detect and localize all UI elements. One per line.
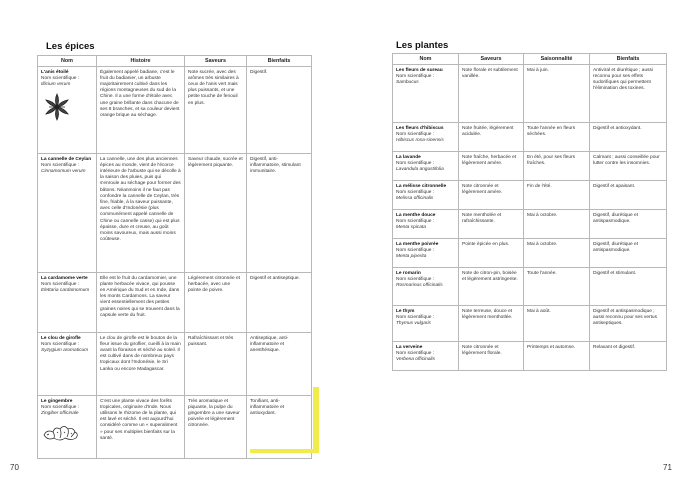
sci-name: Zingiber officinale bbox=[41, 410, 79, 416]
sci-name: Menta piperita bbox=[396, 253, 427, 259]
sci-label: Nom scientifique : bbox=[396, 160, 435, 166]
table-row bbox=[38, 333, 312, 396]
plant-name: La mélisse citronnelle bbox=[396, 183, 447, 189]
history-cell: Le clou de girofle est le bouton de la fleur issue du giroflier, cueilli à la main avant la floraison et séché au soleil. Il est cultivé dans de nombreux pays tropicaux dont l'Indonésie, le Sri Lanka ou encore Madagascar. bbox=[97, 333, 185, 396]
sci-name: Cinnamomum verum bbox=[41, 168, 86, 174]
benefits-cell: Digestif, diurétique et antispasmodique. bbox=[590, 239, 667, 268]
flavors-cell: Légèrement citronnée et herbacée, avec une pointe de poivre. bbox=[185, 273, 247, 333]
sci-label: Nom scientifique : bbox=[396, 73, 435, 79]
table-row bbox=[393, 210, 667, 239]
name-cell bbox=[393, 268, 459, 306]
name-cell bbox=[393, 152, 459, 181]
sci-label: Nom scientifique : bbox=[41, 341, 80, 347]
spice-name: Le gingembre bbox=[41, 398, 73, 404]
season-cell: Mai à octobre. bbox=[524, 210, 590, 239]
flavors-cell: Note citronnée et légèrement amère. bbox=[459, 181, 524, 210]
page-number: 71 bbox=[663, 463, 672, 472]
season-cell: Printemps et automne. bbox=[524, 342, 590, 371]
plants-title: Les plantes bbox=[396, 40, 449, 51]
name-cell bbox=[393, 239, 459, 268]
flavors-cell: Note citronnée et légèrement florale. bbox=[459, 342, 524, 371]
flavors-cell: Pointe épicée en plus. bbox=[459, 239, 524, 268]
sci-name: Rosmarinus officinalis bbox=[396, 282, 443, 288]
flavors-cell: Note fraîche, herbacée et légèrement amère. bbox=[459, 152, 524, 181]
season-cell: Mai à août. bbox=[524, 306, 590, 342]
sci-name: Melissa officinalis bbox=[396, 195, 434, 201]
plants-table bbox=[392, 53, 667, 371]
highlight-bar bbox=[313, 387, 319, 453]
name-cell bbox=[393, 181, 459, 210]
flavors-cell: Note fruitée, légèrement acidulée. bbox=[459, 123, 524, 152]
name-cell bbox=[393, 342, 459, 371]
history-cell: Elle est le fruit du cardamomier, une plante herbacée vivace, qui pousse en Amérique du Sud et en Inde, dans les monts Cardamons. La saveur vient essentiellement des petites graines noires qui se trouvent dans la capsule verte du fruit. bbox=[97, 273, 185, 333]
season-cell: Toute l'année. bbox=[524, 268, 590, 306]
header-history: Histoire bbox=[97, 56, 185, 67]
season-cell: En été, pour ses fleurs fraîches. bbox=[524, 152, 590, 181]
name-cell bbox=[38, 333, 97, 396]
sci-label: Nom scientifique : bbox=[396, 131, 435, 137]
plant-name: Le romarin bbox=[396, 270, 421, 276]
benefits-cell: Digestif et antioxydant. bbox=[590, 123, 667, 152]
sci-label: Nom scientifique : bbox=[41, 75, 80, 81]
benefits-cell: Calmant ; aussi conseillée pour lutter contre les insomnies. bbox=[590, 152, 667, 181]
table-row bbox=[393, 342, 667, 371]
table-row bbox=[393, 65, 667, 123]
sci-label: Nom scientifique : bbox=[41, 404, 80, 410]
benefits-cell: Digestif et antispasmodique ; aussi reconnu pour ses vertus antiseptiques. bbox=[590, 306, 667, 342]
table-row bbox=[393, 181, 667, 210]
season-cell: Fin de l'été. bbox=[524, 181, 590, 210]
name-cell bbox=[38, 396, 97, 459]
name-cell bbox=[393, 210, 459, 239]
benefits-cell: Digestif, anti-inflammatoire, stimulant immunitaire. bbox=[247, 154, 312, 273]
benefits-cell: Tonifiant, anti-inflammatoire et antioxydant. bbox=[247, 396, 312, 459]
sci-name: Menta spicata bbox=[396, 224, 426, 230]
name-cell bbox=[393, 306, 459, 342]
table-row bbox=[38, 273, 312, 333]
header-benefits: Bienfaits bbox=[247, 56, 312, 67]
sci-label: Nom scientifique : bbox=[396, 189, 435, 195]
flavors-cell: Note florale et subtilement vanillée. bbox=[459, 65, 524, 123]
sci-label: Nom scientifique : bbox=[396, 350, 435, 356]
spices-header-row bbox=[38, 56, 312, 67]
sci-label: Nom scientifique : bbox=[396, 247, 435, 253]
sci-name: Lavandula angustifolia bbox=[396, 166, 444, 172]
sci-name: Verbena officinalis bbox=[396, 356, 436, 362]
table-row bbox=[38, 67, 312, 154]
flavors-cell: Saveur chaude, sucrée et légèrement piquante. bbox=[185, 154, 247, 273]
sci-label: Nom scientifique : bbox=[396, 218, 435, 224]
name-cell bbox=[38, 67, 97, 154]
sci-label: Nom scientifique : bbox=[41, 281, 80, 287]
sci-label: Nom scientifique : bbox=[41, 162, 80, 168]
plant-name: La verveine bbox=[396, 344, 423, 350]
header-name: Nom bbox=[38, 56, 97, 67]
header-name: Nom bbox=[393, 54, 459, 65]
benefits-cell: Digestif et apaisant. bbox=[590, 181, 667, 210]
highlight-underline bbox=[250, 449, 319, 453]
table-row bbox=[393, 123, 667, 152]
plant-name: Les fleurs de sureau bbox=[396, 67, 443, 73]
flavors-cell: Très aromatique et piquante, la pulpe du gingembre a une saveur poivrée et légèrement citronnée. bbox=[185, 396, 247, 459]
plant-name: La menthe poivrée bbox=[396, 241, 439, 247]
season-cell: Mai à juin. bbox=[524, 65, 590, 123]
spices-table bbox=[37, 55, 312, 459]
history-cell: C'est une plante vivace des forêts tropicales, originaire d'Inde. Nous utilisons le rhizome de la plante, qui est lavé et séché. Il est aujourd'hui considéré comme un « superaliment » pour ses multiples bienfaits sur la santé. bbox=[97, 396, 185, 459]
table-row bbox=[393, 239, 667, 268]
benefits-cell: Digestif et stimulant. bbox=[590, 268, 667, 306]
benefits-cell: Digestif et antiseptique. bbox=[247, 273, 312, 333]
spice-name: Le clou de girofle bbox=[41, 335, 81, 341]
spice-name: L'anis étoilé bbox=[41, 69, 69, 75]
page-number: 70 bbox=[10, 463, 19, 472]
right-page bbox=[350, 0, 700, 494]
benefits-cell: Relaxant et digestif. bbox=[590, 342, 667, 371]
spices-title: Les épices bbox=[46, 41, 95, 52]
season-cell: Mai à octobre. bbox=[524, 239, 590, 268]
sci-label: Nom scientifique : bbox=[396, 276, 435, 282]
header-flavors: Saveurs bbox=[459, 54, 524, 65]
header-flavors: Saveurs bbox=[185, 56, 247, 67]
sci-name: Sambucus bbox=[396, 79, 419, 85]
name-cell bbox=[393, 123, 459, 152]
benefits-cell: Antiseptique, anti-inflammatoire et anesthésique. bbox=[247, 333, 312, 396]
plant-name: La lavande bbox=[396, 154, 421, 160]
table-row bbox=[38, 154, 312, 273]
table-row bbox=[393, 268, 667, 306]
benefits-cell: Antiviral et diurétique ; aussi reconnu pour ses effets sudorifiques qui permettent l'élimination des toxines. bbox=[590, 65, 667, 123]
table-row bbox=[393, 306, 667, 342]
table-row bbox=[393, 152, 667, 181]
flavors-cell: Note sucrée, avec des arômes très similaires à ceux de l'anis vert mais plus puissants, et une petite touche de fenouil en plus. bbox=[185, 67, 247, 154]
spice-name: La cardamome verte bbox=[41, 275, 88, 281]
flavors-cell: Rafraîchissant et très puissant. bbox=[185, 333, 247, 396]
history-cell: La cannelle, une des plus anciennes épices au monde, vient de l'écorce intérieure de l'arbuste qui se décolle à la saison des pluies, puis qui s'enroule au séchage pour former des bâtons. Néanmoins il ne faut pas confondre la cannelle de Ceylan, très fine, friable, à la saveur puissante, avec celle d'Indonésie (plus communément appelé cannelle de Chine ou cannelle casse) qui est plus épaisse, dure et creuse, au goût moins savoureux, mais aussi moins coûteuse. bbox=[97, 154, 185, 273]
plants-header-row bbox=[393, 54, 667, 65]
sci-name: Illicium verum bbox=[41, 81, 71, 87]
spice-name: La cannelle de Ceylan bbox=[41, 156, 92, 162]
flavors-cell: Note terreuse, douce et légèrement menthotlée. bbox=[459, 306, 524, 342]
sci-name: Syzygium aromaticum bbox=[41, 347, 89, 353]
star-anise-icon bbox=[41, 92, 73, 122]
sci-label: Nom scientifique : bbox=[396, 314, 435, 320]
sci-name: Thymus vulgaris bbox=[396, 320, 431, 326]
ginger-root-icon bbox=[41, 421, 81, 443]
plant-name: Le thym bbox=[396, 308, 415, 314]
benefits-cell: Digestif, diurétique et antispasmodique. bbox=[590, 210, 667, 239]
plant-name: Les fleurs d'hibiscus bbox=[396, 125, 444, 131]
name-cell bbox=[38, 273, 97, 333]
flavors-cell: Note mentholée et rafraîchissante. bbox=[459, 210, 524, 239]
benefits-cell: Digestif. bbox=[247, 67, 312, 154]
name-cell bbox=[38, 154, 97, 273]
plant-name: La menthe douce bbox=[396, 212, 436, 218]
flavors-cell: Note de citron-pin, boisée et légèrement astringente. bbox=[459, 268, 524, 306]
sci-name: Hibiscus rosa-sinensis bbox=[396, 137, 444, 143]
name-cell bbox=[393, 65, 459, 123]
season-cell: Toute l'année en fleurs séchées. bbox=[524, 123, 590, 152]
sci-name: Elettaria cardamomum bbox=[41, 287, 90, 293]
history-cell: Également appelé badiane, c'est le fruit du badianier, un arbuste majoritairement cultivé dans les régions montagneuses du sud de la Chine. Il a une forme d'étoile avec une graine brillante dans chacune de ses 8 branches, et sa couleur devient orange brique au séchage. bbox=[97, 67, 185, 154]
header-benefits: Bienfaits bbox=[590, 54, 667, 65]
header-season: Saisonnalité bbox=[524, 54, 590, 65]
